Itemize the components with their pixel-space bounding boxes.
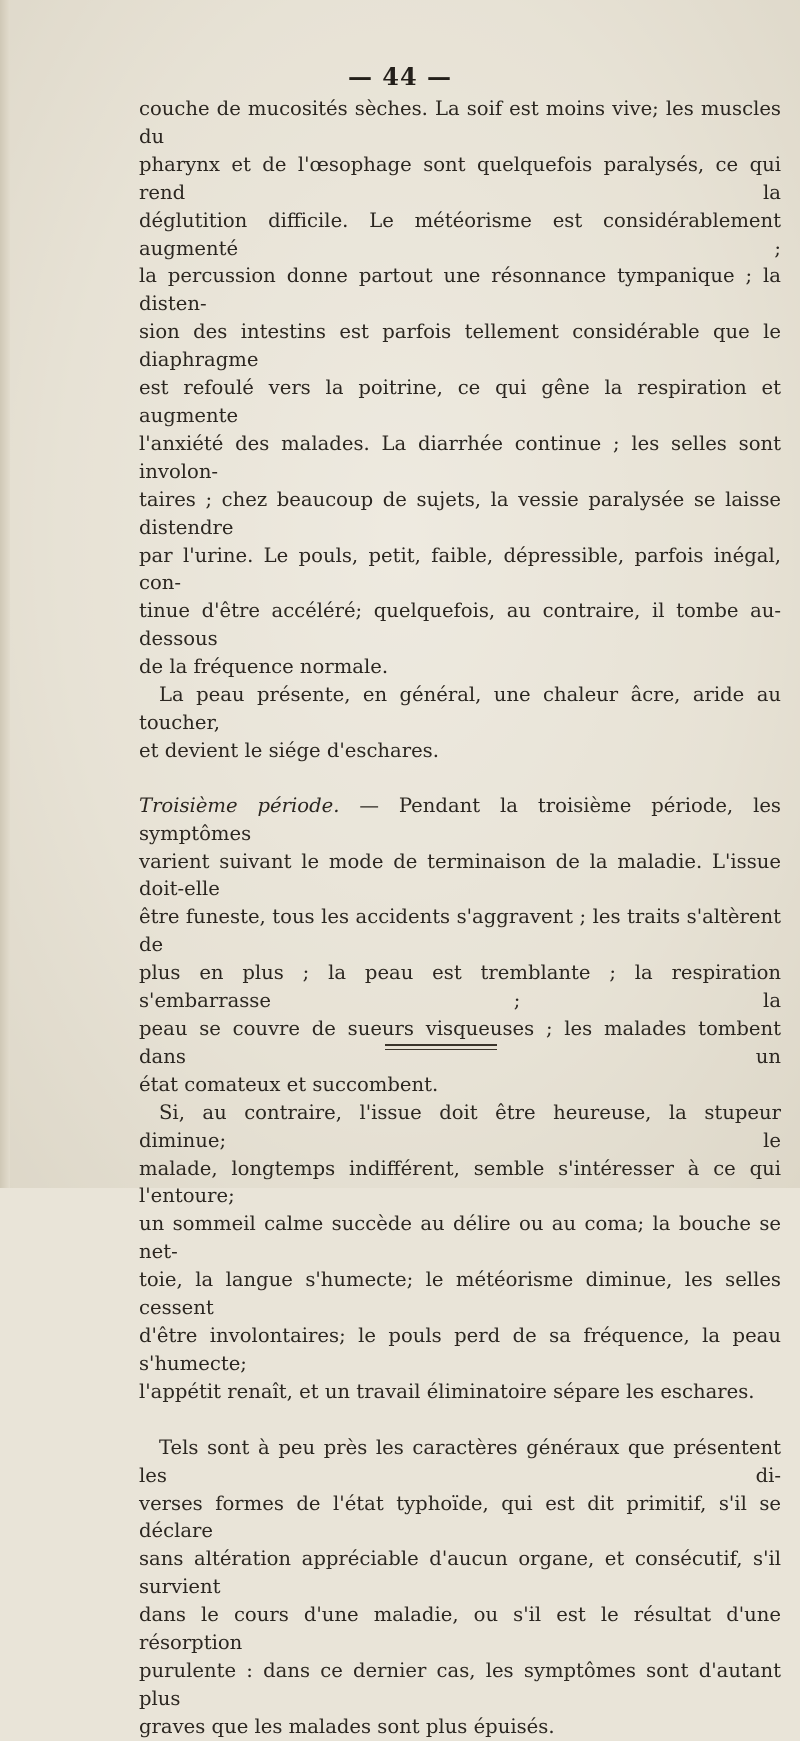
text-line: être funeste, tous les accidents s'aggravent ; les traits s'altèrent de — [139, 905, 781, 957]
text-line: toie, la langue s'humecte; le météorisme diminue, les selles cessent — [139, 1268, 781, 1320]
text-line: Si, au contraire, l'issue doit être heureuse, la stupeur diminue; le — [139, 1100, 781, 1152]
text-line: couche de mucosités sèches. La soif est moins vive; les muscles du — [139, 97, 781, 148]
text-line: par l'urine. Le pouls, petit, faible, dépressible, parfois inégal, con- — [139, 543, 781, 595]
text-line: sans altération appréciable d'aucun organe, et consécutif, s'il survient — [139, 1547, 781, 1599]
text-line: plus en plus ; la peau est tremblante ; la respiration s'embarrasse ; la — [139, 961, 781, 1013]
text-line: déglutition difficile. Le météorisme est considérablement augmenté ; — [139, 208, 781, 260]
text-line: taires ; chez beaucoup de sujets, la vessie paralysée se laisse distendre — [139, 487, 781, 539]
body-text — [139, 95, 781, 1741]
section-title-rest: — Pendant la troisième période, les symptômes — [139, 793, 781, 845]
paragraph-gap — [139, 765, 781, 792]
text-line: varient suivant le mode de terminaison de la maladie. L'issue doit-elle — [139, 849, 781, 901]
paragraph-5 — [139, 1434, 781, 1741]
end-rule — [385, 1044, 497, 1050]
paragraph-gap — [139, 1406, 781, 1434]
paragraph-1 — [139, 95, 781, 681]
text-line: malade, longtemps indifférent, semble s'intéresser à ce qui l'entoure; — [139, 1156, 781, 1208]
text-line: la percussion donne partout une résonnance tympanique ; la disten- — [139, 264, 781, 316]
text-line: La peau présente, en général, une chaleur âcre, aride au toucher, — [139, 683, 781, 734]
page-number: — 44 — — [347, 62, 453, 91]
page-left-edge — [0, 0, 10, 1188]
text-line: de la fréquence normale. — [139, 655, 389, 679]
text-line: sion des intestins est parfois tellement considérable que le diaphragme — [139, 320, 781, 372]
text-line: pharynx et de l'œsophage sont quelquefois paralysés, ce qui rend la — [139, 152, 781, 204]
section-title: Troisième période. — [139, 793, 340, 817]
paragraph-3 — [139, 792, 781, 1099]
text-line: d'être involontaires; le pouls perd de sa fréquence, la peau s'humecte; — [139, 1323, 781, 1375]
text-line: est refoulé vers la poitrine, ce qui gêne la respiration et augmente — [139, 376, 781, 427]
text-line: peau se couvre de sueurs visqueuses ; les malades tombent dans un — [139, 1017, 781, 1068]
text-line: et devient le siége d'eschares. — [139, 738, 439, 762]
text-line: un sommeil calme succède au délire ou au coma; la bouche se net- — [139, 1212, 781, 1264]
text-line: purulente : dans ce dernier cas, les symptômes sont d'autant plus — [139, 1658, 781, 1710]
text-line: verses formes de l'état typhoïde, qui est dit primitif, s'il se déclare — [139, 1491, 781, 1543]
text-line: tinue d'être accéléré; quelquefois, au contraire, il tombe au-dessous — [139, 599, 781, 651]
text-line: dans le cours d'une maladie, ou s'il est le résultat d'une résorption — [139, 1603, 781, 1655]
text-line: état comateux et succombent. — [139, 1072, 439, 1096]
text-line: Tels sont à peu près les caractères généraux que présentent les di- — [139, 1435, 781, 1487]
text-line: graves que les malades sont plus épuisés. — [139, 1714, 555, 1738]
text-line: l'anxiété des malades. La diarrhée continue ; les selles sont involon- — [139, 431, 781, 483]
paragraph-2 — [139, 681, 781, 765]
text-line — [139, 792, 781, 848]
text-line: l'appétit renaît, et un travail éliminatoire sépare les eschares. — [139, 1379, 755, 1403]
paragraph-4 — [139, 1099, 781, 1406]
